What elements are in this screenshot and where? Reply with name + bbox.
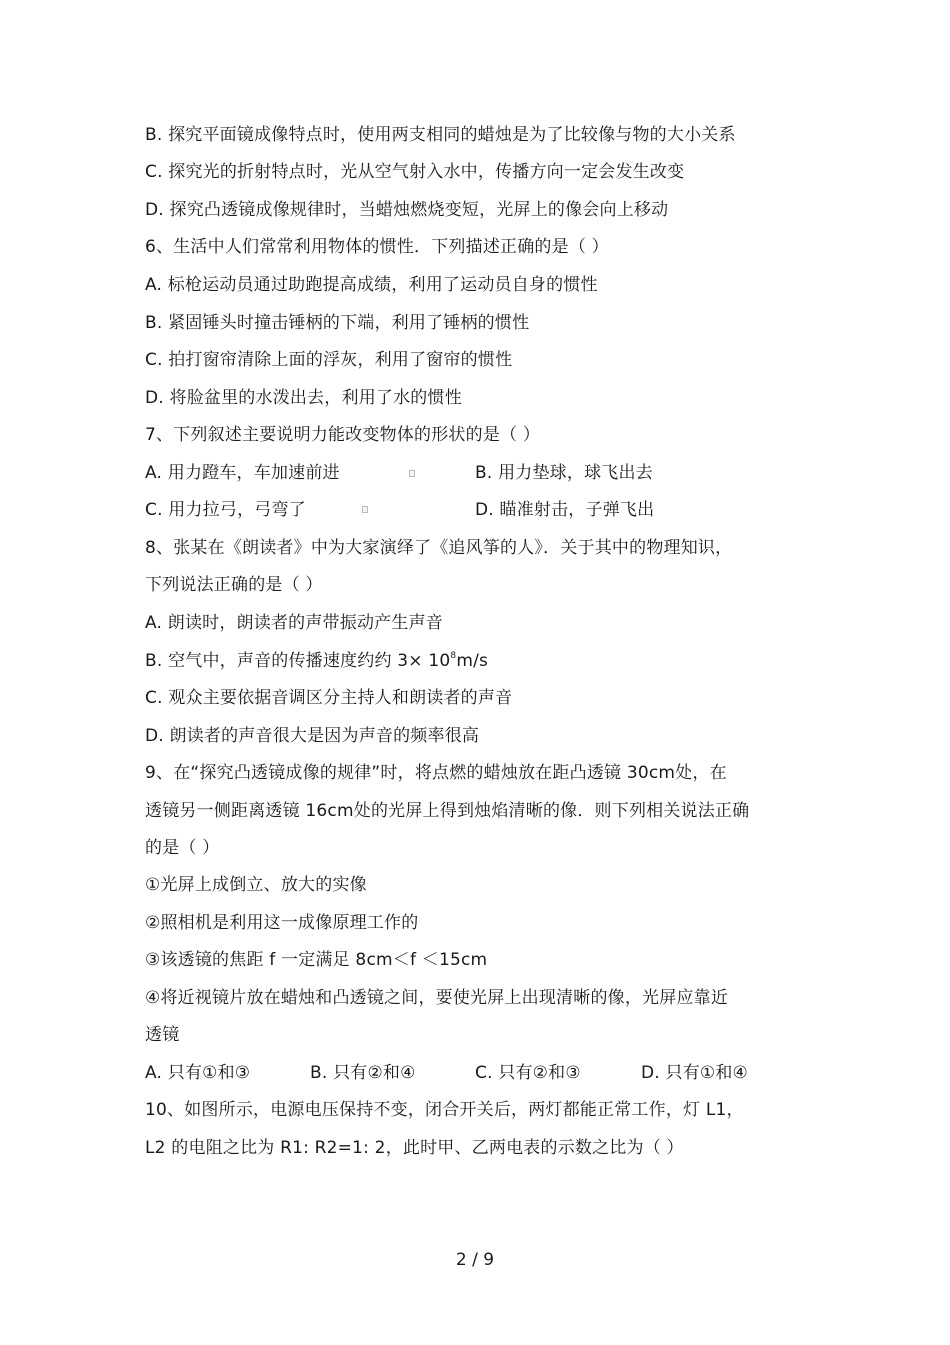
q6-option-b: B. 紧固锤头时撞击锤柄的下端，利用了锤柄的惯性 xyxy=(145,313,530,333)
q7-option-d: D. 瞄准射击，子弹飞出 xyxy=(475,500,655,520)
q5-option-c: C. 探究光的折射特点时，光从空气射入水中，传播方向一定会发生改变 xyxy=(145,162,685,182)
q9-statement-4-line-1: ④将近视镜片放在蜡烛和凸透镜之间，要使光屏上出现清晰的像，光屏应靠近 xyxy=(145,988,729,1008)
q6-option-a: A. 标枪运动员通过助跑提高成绩，利用了运动员自身的惯性 xyxy=(145,275,598,295)
q9-statement-3: ③该透镜的焦距 f 一定满足 8cm＜f ＜15cm xyxy=(145,950,488,970)
q8-option-d: D. 朗读者的声音很大是因为声音的频率很高 xyxy=(145,726,480,746)
q9-option-c: C. 只有②和③ xyxy=(475,1063,581,1083)
q6-option-c: C. 拍打窗帘清除上面的浮灰，利用了窗帘的惯性 xyxy=(145,350,513,370)
q7-option-c: C. 用力拉弓，弓弯了 xyxy=(145,500,306,520)
q9-option-b: B. 只有②和④ xyxy=(310,1063,416,1083)
q8-option-b-unit: m/s xyxy=(456,651,489,671)
q9-option-a: A. 只有①和③ xyxy=(145,1063,251,1083)
placeholder-image-icon xyxy=(362,506,368,513)
q7-option-b: B. 用力垫球，球飞出去 xyxy=(475,463,653,483)
q8-option-b xyxy=(145,650,488,672)
q9-statement-4-line-2: 透镜 xyxy=(145,1025,180,1045)
q9-option-d: D. 只有①和④ xyxy=(641,1063,748,1083)
q8-option-a: A. 朗读时，朗读者的声带振动产生声音 xyxy=(145,613,443,633)
q7-stem: 7、下列叙述主要说明力能改变物体的形状的是（ ） xyxy=(145,425,541,445)
q8-option-c: C. 观众主要依据音调区分主持人和朗读者的声音 xyxy=(145,688,513,708)
q9-statement-2: ②照相机是利用这一成像原理工作的 xyxy=(145,913,419,933)
q9-stem-line-2: 透镜另一侧距离透镜 16cm处的光屏上得到烛焰清晰的像．则下列相关说法正确 xyxy=(145,801,750,821)
q8-stem-line-2: 下列说法正确的是（ ） xyxy=(145,575,323,595)
q9-statement-1: ①光屏上成倒立、放大的实像 xyxy=(145,875,367,895)
q10-stem-line-2: L2 的电阻之比为 R1: R2=1: 2，此时甲、乙两电表的示数之比为（ ） xyxy=(145,1138,684,1158)
q7-option-a: A. 用力蹬车，车加速前进 xyxy=(145,463,340,483)
q8-option-b-text: B. 空气中，声音的传播速度约约 3× 10 xyxy=(145,651,451,671)
q9-stem-line-3: 的是（ ） xyxy=(145,838,220,858)
q9-stem-line-1: 9、在“探究凸透镜成像的规律”时，将点燃的蜡烛放在距凸透镜 30cm处，在 xyxy=(145,763,727,783)
page-number: 2 / 9 xyxy=(455,1250,495,1270)
q10-stem-line-1: 10、如图所示，电源电压保持不变，闭合开关后，两灯都能正常工作，灯 L1， xyxy=(145,1100,744,1120)
q6-stem: 6、生活中人们常常利用物体的惯性．下列描述正确的是（ ） xyxy=(145,237,609,257)
q5-option-d: D. 探究凸透镜成像规律时，当蜡烛燃烧变短，光屏上的像会向上移动 xyxy=(145,200,669,220)
exponent: 8 xyxy=(450,651,457,661)
placeholder-image-icon xyxy=(409,470,415,477)
q8-stem-line-1: 8、张某在《朗读者》中为大家演绎了《追风筝的人》．关于其中的物理知识， xyxy=(145,538,733,558)
q6-option-d: D. 将脸盆里的水泼出去，利用了水的惯性 xyxy=(145,388,462,408)
q5-option-b: B. 探究平面镜成像特点时，使用两支相同的蜡烛是为了比较像与物的大小关系 xyxy=(145,125,736,145)
